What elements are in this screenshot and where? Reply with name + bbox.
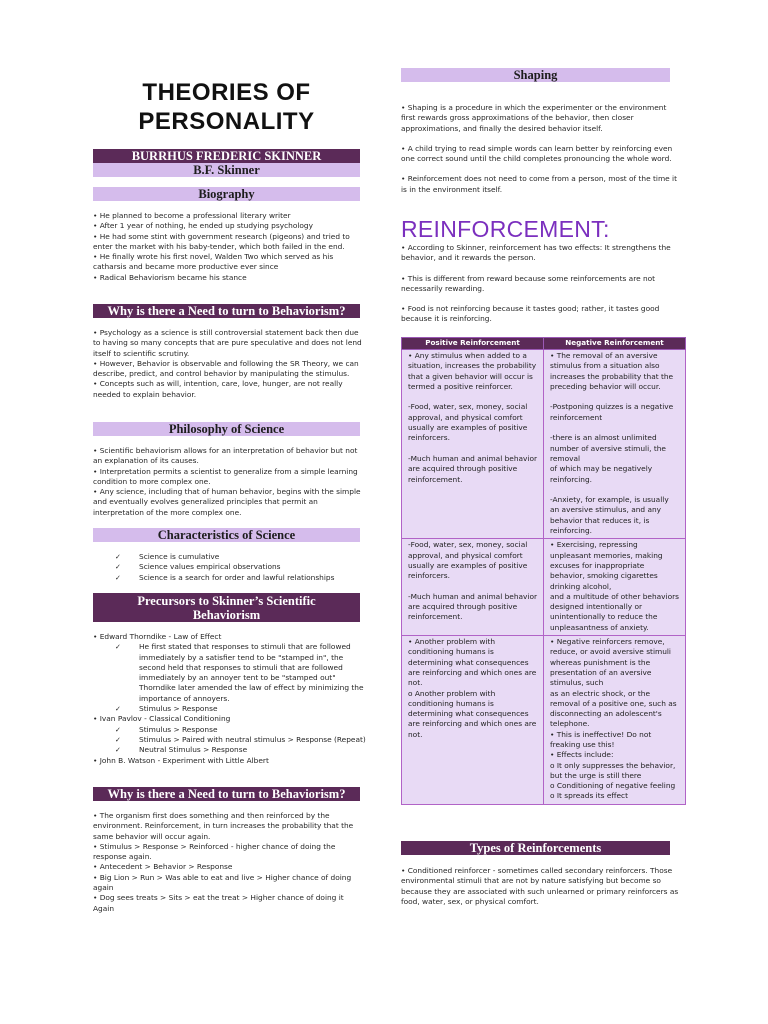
table-cell-negative: • Negative reinforcers remove, reduce, or avoid aversive stimuli whereas punishment is the presentation of an aversive stimulus, such as an electric shock, or the removal of a positive one, such as disconnecting an adolescent's telephone. • This is ineffective! Do not freaking use this! • Effects include: o It only suppresses the behavior, but the urge is still there o Conditioning of negative feeling o It spreads its effect <box>544 636 686 805</box>
biography-heading: Biography <box>93 187 360 201</box>
list-item: ✓ Stimulus > Response <box>115 704 218 714</box>
list-item: ✓ Science is a search for order and lawful relationships <box>115 572 335 582</box>
list-item: • Radical Behaviorism became his stance <box>93 272 247 282</box>
column-header-negative: Negative Reinforcement <box>544 338 686 350</box>
reinforcement-heading: REINFORCEMENT: <box>401 216 610 242</box>
list-item: • Interpretation permits a scientist to generalize from a simple learning condition to more complex one. <box>93 466 358 486</box>
list-item: • Concepts such as will, intention, care, love, hunger, are not really needed to explain behavior. <box>93 379 343 399</box>
precursors-heading: Precursors to Skinner’s Scientific Behaviorism <box>93 593 360 622</box>
list-item: • Conditioned reinforcer - sometimes called secondary reinforcers. Those environmental stimuli that are not by nature satisfying but become so because they are associated with such unlearned or primary reinforcers as food, water, sex, or physical comfort. <box>401 866 679 906</box>
list-item: • After 1 year of nothing, he ended up studying psychology <box>93 221 313 231</box>
list-item: ✓ Stimulus > Response <box>115 724 218 734</box>
table-cell-negative: • Exercising, repressing unpleasant memories, making excuses for inappropriate behavior, smoking cigarettes drinking alcohol, and a multitude of other behaviors designed intentionally or unintentionally to reduce the unpleasantness of anxiety. <box>544 539 686 636</box>
list-item: • The organism first does something and then reinforced by the environment. Reinforcement, in turn increases the probability that the same behavior will occur again. <box>93 811 354 841</box>
check-icon: ✓ <box>115 573 121 582</box>
list-item: • Antecedent > Behavior > Response <box>93 862 233 872</box>
need-behaviorism-list-2 <box>93 811 367 914</box>
biography-list <box>93 211 363 283</box>
table-cell-positive: -Food, water, sex, money, social approval, and physical comfort usually are examples of positive reinforcers. -Much human and animal behavior are acquired through positive reinforcement. <box>402 539 544 636</box>
philosophy-list <box>93 446 363 518</box>
list-item: • This is different from reward because some reinforcements are not necessarily rewarding. <box>401 273 656 293</box>
types-heading: Types of Reinforcements <box>401 841 670 855</box>
shaping-heading: Shaping <box>401 68 670 82</box>
check-icon: ✓ <box>115 643 121 652</box>
table-row <box>402 539 686 636</box>
list-item: • Scientific behaviorism allows for an interpretation of behavior but not an explanation of its causes. <box>93 446 358 466</box>
list-item: ✓ He first stated that responses to stimuli that are followed immediately by a satisfier tend to be "stamped in", the second held that responses to stimuli that are followed immediately by an annoyer tent to be "stamped out" Thorndike later amended the law of effect by minimizing the importance of annoyers. <box>115 642 364 703</box>
list-item: • Stimulus > Response > Reinforced - higher chance of doing the response again. <box>93 841 336 862</box>
column-header-positive: Positive Reinforcement <box>402 338 544 350</box>
check-icon: ✓ <box>115 563 121 572</box>
reinforcement-list <box>401 243 681 325</box>
list-item: • A child trying to read simple words can learn better by reinforcing even one correct sound until the child completes pronouncing the whole word. <box>401 143 673 164</box>
table-row <box>402 350 686 539</box>
list-item: • He planned to become a professional literary writer <box>93 211 291 220</box>
list-item: ✓ Neutral Stimulus > Response <box>115 745 248 755</box>
characteristics-heading: Characteristics of Science <box>93 528 360 542</box>
skinner-name-bar: BURRHUS FREDERIC SKINNER <box>93 149 360 163</box>
skinner-short-bar: B.F. Skinner <box>93 163 360 177</box>
table-row <box>402 636 686 805</box>
list-item: • Ivan Pavlov - Classical Conditioning <box>93 714 231 724</box>
check-icon: ✓ <box>115 735 121 744</box>
table-cell-positive: • Another problem with conditioning humans is determining what consequences are reinforcing and which ones are not. o Another problem with conditioning humans is determining what consequences are reinforcing and which ones are not. <box>402 636 544 805</box>
check-icon: ✓ <box>115 553 121 561</box>
list-item: • Dog sees treats > Sits > eat the treat > Higher chance of doing it Again <box>93 893 344 913</box>
table-cell-negative: • The removal of an aversive stimulus from a situation also increases the probability that the preceding behavior will occur. -Postponing quizzes is a negative reinforcement -there is an almost unlimited number of aversive stimuli, the removal of which may be negatively reinforcing. -Anxiety, for example, is usually an aversive stimulus, and any behavior that reduces it, is reinforcing. <box>544 350 686 539</box>
list-item: • Big Lion > Run > Was able to eat and live > Higher chance of doing again <box>93 872 352 893</box>
list-item: • He finally wrote his first novel, Walden Two which served as his catharsis and became more productive ever since <box>93 252 334 272</box>
check-icon: ✓ <box>115 705 121 714</box>
need-behaviorism-heading-1: Why is there a Need to turn to Behaviorism? <box>93 304 360 318</box>
list-item: • Psychology as a science is still controversial statement back then due to having so many concepts that are pure speculative and does not lend itself to scientific scrutiny. <box>93 328 362 358</box>
list-item: • He had some stint with government research (pigeons) and tried to enter the market with his baby-tender, which both failed in the end. <box>93 231 350 251</box>
shaping-list <box>401 103 681 195</box>
need-behaviorism-heading-2: Why is there a Need to turn to Behaviorism? <box>93 787 360 801</box>
check-icon: ✓ <box>115 725 121 734</box>
philosophy-heading: Philosophy of Science <box>93 422 360 436</box>
characteristics-list <box>93 552 363 583</box>
table-cell-positive: • Any stimulus when added to a situation, increases the probability that a given behavior will occur is termed a positive reinforcer. -Food, water, sex, money, social approval, and physical comfort usually are examples of positive reinforcers. -Much human and animal behavior are acquired through positive reinforcement. <box>402 350 544 539</box>
list-item: • Edward Thorndike - Law of Effect <box>93 632 222 641</box>
page-title: THEORIES OF PERSONALITY <box>138 79 315 135</box>
list-item: • According to Skinner, reinforcement has two effects: It strengthens the behavior, and it rewards the person. <box>401 243 671 263</box>
list-item: • However, Behavior is observable and following the SR Theory, we can describe, predict, and control behavior by manipulating the stimulus. <box>93 358 359 379</box>
list-item: ✓ Science values empirical observations <box>115 562 281 572</box>
reinforcement-table <box>401 337 686 805</box>
list-item: • Shaping is a procedure in which the experimenter or the environment first rewards gross approximations of the behavior, then closer approximations, and finally the desired behavior itself. <box>401 103 667 133</box>
precursors-list <box>93 632 367 766</box>
list-item: • Food is not reinforcing because it tastes good; rather, it tastes good because it is reinforcing. <box>401 304 660 324</box>
list-item: ✓ Science is cumulative <box>115 552 220 561</box>
check-icon: ✓ <box>115 746 121 755</box>
list-item: ✓ Stimulus > Paired with neutral stimulus > Response (Repeat) <box>115 734 366 744</box>
list-item: • Reinforcement does not need to come from a person, most of the time it is in the environment itself. <box>401 174 677 194</box>
need-behaviorism-list-1 <box>93 328 363 400</box>
list-item: • John B. Watson - Experiment with Little Albert <box>93 755 269 765</box>
types-list <box>401 866 681 907</box>
list-item: • Any science, including that of human behavior, begins with the simple and eventually evolves generalized principles that permit an interpretation of the more complex one. <box>93 487 361 517</box>
